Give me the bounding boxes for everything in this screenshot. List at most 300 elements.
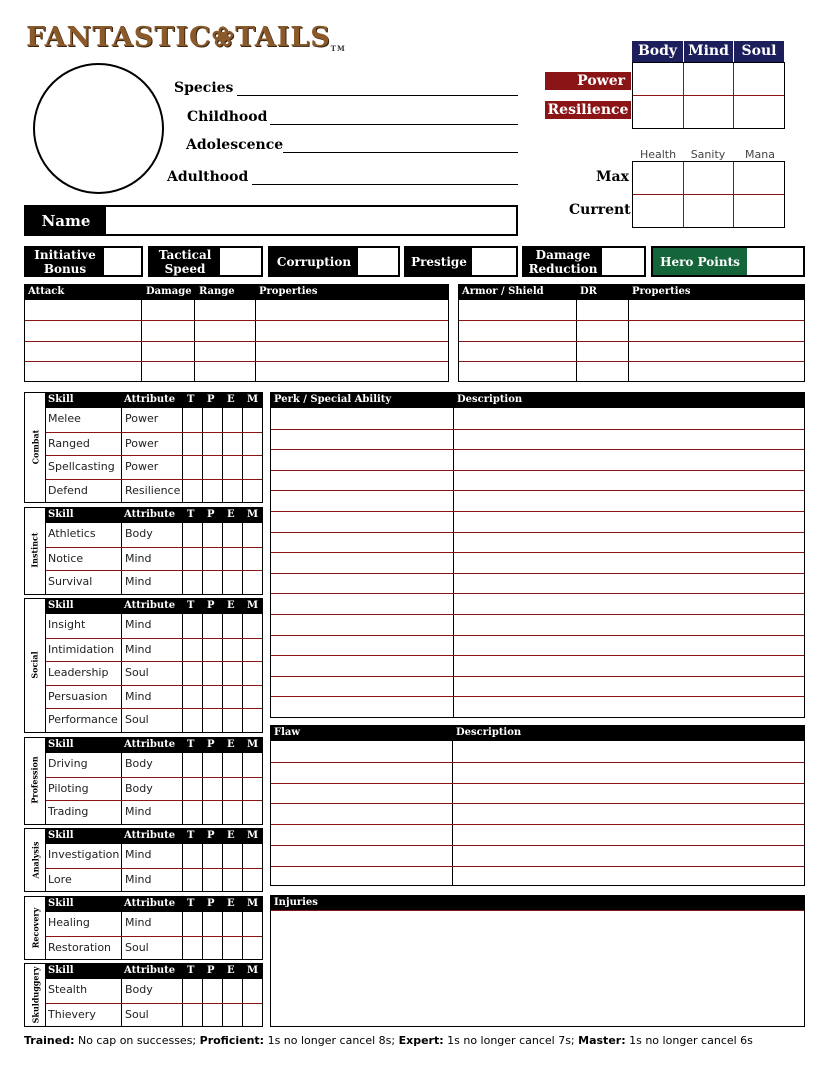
attr-row-power: Power — [545, 72, 631, 90]
attack-table — [24, 284, 449, 382]
skill-table-header — [45, 599, 262, 614]
skill-divider — [121, 408, 122, 432]
attr-col-mind: Mind — [684, 41, 733, 62]
skill-group-skulduggery — [24, 963, 263, 1027]
skill-name: Notice — [48, 551, 84, 565]
skill-row — [45, 868, 262, 892]
skill-name: Lore — [48, 872, 72, 886]
skill-group-divider — [45, 738, 46, 824]
skill-rank-t-cell[interactable] — [182, 686, 202, 710]
skill-rank-p-cell[interactable] — [202, 480, 222, 504]
perk-header-description: Description — [457, 394, 523, 405]
skill-header-p: P — [207, 965, 215, 976]
skill-rank-e-cell[interactable] — [222, 979, 242, 1003]
skill-divider — [121, 912, 122, 936]
skill-category-text: Instinct — [30, 532, 40, 568]
skill-name: Persuasion — [48, 689, 108, 703]
skill-rank-t-cell[interactable] — [182, 408, 202, 432]
skill-header-skill: Skill — [48, 509, 74, 520]
flaw-header-description: Description — [456, 727, 522, 738]
skill-rank-m-cell[interactable] — [242, 639, 262, 663]
injuries-header — [271, 896, 804, 911]
skill-header-t: T — [187, 965, 195, 976]
skill-rank-m-cell[interactable] — [242, 571, 262, 595]
skill-attribute: Soul — [125, 1007, 149, 1021]
skill-name: Trading — [48, 805, 89, 818]
skill-row — [45, 708, 262, 732]
skill-row — [45, 753, 262, 777]
skill-rank-e-cell[interactable] — [222, 869, 242, 893]
skill-rank-m-cell[interactable] — [242, 709, 262, 733]
skill-rank-e-cell[interactable] — [222, 571, 242, 595]
footer-master-label: Master: — [578, 1034, 626, 1047]
skill-rank-m-cell[interactable] — [242, 1004, 262, 1028]
skill-rank-e-cell[interactable] — [222, 456, 242, 480]
skill-table-header — [45, 738, 262, 753]
skill-rank-t-cell[interactable] — [182, 456, 202, 480]
skill-category-label — [25, 508, 45, 593]
skill-rank-e-cell[interactable] — [222, 709, 242, 733]
skill-header-p: P — [207, 739, 215, 750]
armor-header-armor: Armor / Shield — [462, 286, 544, 297]
skill-name: Insight — [48, 618, 86, 631]
skill-row — [45, 979, 262, 1003]
perk-row-line — [271, 470, 804, 471]
injuries-box — [270, 895, 805, 1027]
skill-category-label — [25, 599, 45, 731]
skill-rank-m-cell[interactable] — [242, 869, 262, 893]
skill-rank-p-cell[interactable] — [202, 801, 222, 825]
skill-rank-p-cell[interactable] — [202, 548, 222, 572]
skill-divider — [121, 778, 122, 802]
skill-category-text: Combat — [30, 429, 41, 465]
corruption-box[interactable] — [268, 246, 400, 277]
skill-name: Stealth — [48, 983, 88, 996]
skill-rank-p-cell[interactable] — [202, 571, 222, 595]
skill-group-recovery — [24, 896, 263, 960]
skill-attribute: Mind — [125, 642, 152, 656]
skill-divider — [121, 709, 122, 733]
skill-rank-e-cell[interactable] — [222, 937, 242, 961]
flaw-row-line — [271, 783, 804, 784]
perk-row-line — [271, 614, 804, 615]
skill-rank-m-cell[interactable] — [242, 662, 262, 686]
skill-rank-t-cell[interactable] — [182, 548, 202, 572]
skill-name: Driving — [48, 757, 88, 770]
name-field[interactable] — [108, 207, 516, 234]
hero-points-label: Hero Points — [653, 248, 747, 275]
skill-divider — [121, 844, 122, 868]
skill-rank-e-cell[interactable] — [222, 844, 242, 868]
skill-table-header — [45, 508, 262, 523]
skill-rank-e-cell[interactable] — [222, 801, 242, 825]
skill-header-m: M — [247, 600, 259, 611]
flaw-header-flaw: Flaw — [274, 727, 300, 738]
skill-row — [45, 844, 262, 868]
skill-header-attribute: Attribute — [124, 509, 176, 520]
skill-header-attribute: Attribute — [124, 965, 176, 976]
skill-attribute: Mind — [125, 805, 152, 818]
perk-row-line — [271, 490, 804, 491]
skill-category-text: Analysis — [30, 841, 41, 878]
skill-rank-m-cell[interactable] — [242, 912, 262, 936]
skill-name: Investigation — [48, 848, 120, 861]
skill-row — [45, 479, 262, 503]
skill-rank-t-cell[interactable] — [182, 523, 202, 547]
skill-header-skill: Skill — [48, 739, 74, 750]
skill-rank-p-cell[interactable] — [202, 1004, 222, 1028]
flaw-row-line — [271, 803, 804, 804]
skill-rank-t-cell[interactable] — [182, 614, 202, 638]
skill-rank-e-cell[interactable] — [222, 639, 242, 663]
skill-header-attribute: Attribute — [124, 898, 176, 909]
skill-header-t: T — [187, 600, 195, 611]
skill-rank-t-cell[interactable] — [182, 571, 202, 595]
skill-header-e: E — [227, 600, 235, 611]
childhood-field[interactable] — [270, 124, 518, 125]
attr-row-resilience: Resilience — [545, 101, 631, 119]
attack-header-damage: Damage — [146, 286, 192, 297]
portrait-circle[interactable] — [33, 63, 164, 194]
skill-category-text: Social — [30, 651, 40, 679]
skill-row — [45, 432, 262, 456]
attack-header-properties: Properties — [259, 286, 318, 297]
skill-name: Athletics — [48, 527, 96, 540]
skill-attribute: Power — [125, 436, 159, 450]
logo: FANTASTIC❀TAILSTM — [26, 22, 346, 53]
footer-master-text: 1s no longer cancel 6s — [625, 1034, 753, 1047]
skill-table-header — [45, 393, 262, 408]
adolescence-field[interactable] — [283, 152, 518, 153]
skill-rank-p-cell[interactable] — [202, 639, 222, 663]
skill-header-p: P — [207, 898, 215, 909]
damage-reduction-box[interactable] — [522, 246, 646, 277]
skill-divider — [121, 979, 122, 1003]
species-field[interactable] — [237, 95, 518, 96]
skill-header-skill: Skill — [48, 394, 74, 405]
skill-attribute: Soul — [125, 666, 149, 679]
skill-rank-t-cell[interactable] — [182, 979, 202, 1003]
skill-header-e: E — [227, 965, 235, 976]
species-label: Species — [174, 80, 234, 96]
skill-rank-p-cell[interactable] — [202, 778, 222, 802]
skill-attribute: Mind — [125, 575, 152, 588]
armor-header-dr: DR — [580, 286, 597, 297]
perk-row-line — [271, 449, 804, 450]
skill-row — [45, 800, 262, 824]
skill-rank-t-cell[interactable] — [182, 753, 202, 777]
footer-note — [24, 1034, 753, 1047]
skill-name: Restoration — [48, 940, 112, 954]
skill-table-header — [45, 897, 262, 912]
skill-rank-e-cell[interactable] — [222, 662, 242, 686]
skill-group-divider — [45, 508, 46, 594]
footer-proficient-text: 1s no longer cancel 8s; — [264, 1034, 399, 1047]
skill-rank-e-cell[interactable] — [222, 778, 242, 802]
skill-category-label — [25, 738, 45, 823]
skill-divider — [121, 433, 122, 457]
flaw-table-header — [271, 726, 804, 741]
skill-attribute: Mind — [125, 872, 152, 886]
corruption-label: Corruption — [270, 248, 358, 275]
perk-rows[interactable] — [271, 408, 804, 717]
skill-header-attribute: Attribute — [124, 830, 176, 841]
skill-rank-t-cell[interactable] — [182, 869, 202, 893]
skill-category-text: Recovery — [30, 907, 41, 948]
skill-rank-m-cell[interactable] — [242, 753, 262, 777]
skill-header-t: T — [187, 509, 195, 520]
skill-header-e: E — [227, 509, 235, 520]
perk-row-line — [271, 696, 804, 697]
skill-row — [45, 408, 262, 432]
skill-rank-m-cell[interactable] — [242, 480, 262, 504]
skill-rank-m-cell[interactable] — [242, 456, 262, 480]
skill-row — [45, 570, 262, 594]
pool-row-current: Current — [569, 202, 631, 218]
skill-rank-p-cell[interactable] — [202, 523, 222, 547]
perk-header-perk: Perk / Special Ability — [274, 394, 392, 405]
skill-rank-e-cell[interactable] — [222, 408, 242, 432]
skill-divider — [121, 801, 122, 825]
skill-rank-m-cell[interactable] — [242, 686, 262, 710]
skill-name: Survival — [48, 575, 93, 588]
skill-rank-e-cell[interactable] — [222, 548, 242, 572]
skill-rank-p-cell[interactable] — [202, 456, 222, 480]
skill-name: Ranged — [48, 436, 90, 450]
prestige-label: Prestige — [406, 248, 472, 275]
skill-header-skill: Skill — [48, 830, 74, 841]
skill-rank-p-cell[interactable] — [202, 753, 222, 777]
skill-rank-p-cell[interactable] — [202, 937, 222, 961]
skill-rank-t-cell[interactable] — [182, 1004, 202, 1028]
skill-rank-m-cell[interactable] — [242, 844, 262, 868]
skill-name: Performance — [48, 713, 118, 726]
skill-rank-m-cell[interactable] — [242, 614, 262, 638]
tactical-speed-box[interactable] — [148, 246, 263, 277]
skill-name: Thievery — [48, 1007, 96, 1021]
skill-header-m: M — [247, 830, 259, 841]
skill-row — [45, 614, 262, 638]
skill-rank-p-cell[interactable] — [202, 433, 222, 457]
skill-rank-p-cell[interactable] — [202, 709, 222, 733]
adolescence-label: Adolescence — [186, 137, 284, 153]
skill-header-t: T — [187, 394, 195, 405]
skill-rank-m-cell[interactable] — [242, 778, 262, 802]
perk-row-line — [271, 655, 804, 656]
skill-rank-t-cell[interactable] — [182, 801, 202, 825]
skill-rank-t-cell[interactable] — [182, 937, 202, 961]
skill-group-divider — [45, 964, 46, 1026]
tactical-speed-label: Tactical Speed — [150, 248, 220, 275]
skill-rank-p-cell[interactable] — [202, 614, 222, 638]
skill-rank-m-cell[interactable] — [242, 801, 262, 825]
perk-table — [270, 392, 805, 718]
skill-attribute: Body — [125, 527, 153, 540]
flaw-table — [270, 725, 805, 886]
skill-group-combat — [24, 392, 263, 503]
footer-trained-text: No cap on successes; — [74, 1034, 200, 1047]
skill-name: Melee — [48, 412, 81, 425]
skill-rank-p-cell[interactable] — [202, 408, 222, 432]
skill-category-text: Skulduggery — [30, 966, 41, 1023]
skill-attribute: Mind — [125, 916, 152, 929]
skill-rank-e-cell[interactable] — [222, 753, 242, 777]
initiative-box[interactable] — [24, 246, 143, 277]
pool-grid[interactable] — [632, 161, 785, 228]
skill-divider — [121, 571, 122, 595]
skill-attribute: Soul — [125, 940, 149, 954]
initiative-label: Initiative Bonus — [26, 248, 104, 275]
perk-row-line — [271, 593, 804, 594]
skill-group-social — [24, 598, 263, 733]
skill-rank-e-cell[interactable] — [222, 912, 242, 936]
perk-row-line — [271, 511, 804, 512]
skill-rank-e-cell[interactable] — [222, 480, 242, 504]
skill-rank-t-cell[interactable] — [182, 844, 202, 868]
skill-row — [45, 523, 262, 547]
perk-row-line — [271, 676, 804, 677]
skill-rank-p-cell[interactable] — [202, 844, 222, 868]
attack-rows[interactable] — [25, 300, 448, 381]
skill-group-divider — [45, 393, 46, 502]
skill-divider — [121, 548, 122, 572]
pool-col-health: Health — [639, 148, 677, 161]
skill-divider — [121, 1004, 122, 1028]
skill-header-p: P — [207, 600, 215, 611]
skill-rank-m-cell[interactable] — [242, 979, 262, 1003]
flaw-rows[interactable] — [271, 741, 804, 885]
skill-divider — [121, 456, 122, 480]
skill-name: Healing — [48, 916, 90, 929]
skill-row — [45, 912, 262, 936]
skill-rank-t-cell[interactable] — [182, 709, 202, 733]
skill-group-instinct — [24, 507, 263, 595]
pool-col-mana: Mana — [745, 148, 775, 161]
skill-rank-e-cell[interactable] — [222, 1004, 242, 1028]
skill-rank-t-cell[interactable] — [182, 639, 202, 663]
skill-group-profession — [24, 737, 263, 825]
injuries-field[interactable] — [271, 912, 804, 1026]
skill-header-p: P — [207, 830, 215, 841]
skill-category-label — [25, 964, 45, 1025]
skill-header-e: E — [227, 830, 235, 841]
skill-rank-t-cell[interactable] — [182, 662, 202, 686]
armor-rows[interactable] — [459, 300, 804, 381]
skill-attribute: Mind — [125, 848, 152, 861]
skill-divider — [121, 662, 122, 686]
skill-rank-m-cell[interactable] — [242, 408, 262, 432]
skill-rank-p-cell[interactable] — [202, 662, 222, 686]
skill-header-e: E — [227, 739, 235, 750]
footer-expert-text: 1s no longer cancel 7s; — [443, 1034, 579, 1047]
skill-category-label — [25, 897, 45, 958]
skill-divider — [121, 614, 122, 638]
skill-attribute: Power — [125, 460, 159, 473]
perk-row-line — [271, 552, 804, 553]
skill-header-t: T — [187, 898, 195, 909]
skill-header-m: M — [247, 394, 259, 405]
perk-row-line — [271, 573, 804, 574]
flaw-row-line — [271, 762, 804, 763]
skill-rank-t-cell[interactable] — [182, 778, 202, 802]
skill-header-skill: Skill — [48, 898, 74, 909]
skill-group-divider — [45, 897, 46, 959]
skill-header-p: P — [207, 394, 215, 405]
attack-header-range: Range — [199, 286, 235, 297]
skill-rank-p-cell[interactable] — [202, 912, 222, 936]
prestige-box[interactable] — [404, 246, 518, 277]
injuries-label: Injuries — [274, 897, 318, 908]
skill-header-t: T — [187, 830, 195, 841]
skill-rank-e-cell[interactable] — [222, 523, 242, 547]
skill-attribute: Mind — [125, 551, 152, 565]
skill-name: Piloting — [48, 781, 89, 795]
pool-col-sanity: Sanity — [690, 148, 726, 161]
armor-table — [458, 284, 805, 382]
skill-rank-t-cell[interactable] — [182, 433, 202, 457]
attribute-grid[interactable] — [632, 62, 785, 129]
skill-attribute: Resilience — [125, 483, 181, 497]
skill-group-divider — [45, 599, 46, 732]
skill-row — [45, 547, 262, 571]
skill-header-attribute: Attribute — [124, 600, 176, 611]
skill-attribute: Mind — [125, 618, 152, 631]
skill-rank-t-cell[interactable] — [182, 480, 202, 504]
skill-header-skill: Skill — [48, 965, 74, 976]
skill-rank-m-cell[interactable] — [242, 523, 262, 547]
skill-rank-p-cell[interactable] — [202, 686, 222, 710]
skill-table-header — [45, 964, 262, 979]
skill-header-m: M — [247, 898, 259, 909]
hero-points-box[interactable] — [651, 246, 805, 277]
attack-header-attack: Attack — [28, 286, 65, 297]
damage-reduction-label: Damage Reduction — [524, 248, 602, 275]
skill-name: Spellcasting — [48, 460, 115, 473]
skill-rank-p-cell[interactable] — [202, 869, 222, 893]
skill-attribute: Power — [125, 412, 159, 425]
skill-rank-e-cell[interactable] — [222, 614, 242, 638]
skill-row — [45, 936, 262, 960]
skill-divider — [121, 937, 122, 961]
skill-rank-m-cell[interactable] — [242, 937, 262, 961]
flaw-row-line — [271, 866, 804, 867]
skill-table-header — [45, 829, 262, 844]
attr-col-body: Body — [632, 41, 683, 62]
skill-rank-m-cell[interactable] — [242, 548, 262, 572]
adulthood-field[interactable] — [252, 184, 518, 185]
skill-rank-p-cell[interactable] — [202, 979, 222, 1003]
perk-row-line — [271, 635, 804, 636]
footer-trained-label: Trained: — [24, 1034, 75, 1047]
skill-row — [45, 685, 262, 709]
adulthood-label: Adulthood — [167, 169, 249, 185]
skill-header-p: P — [207, 509, 215, 520]
skill-row — [45, 661, 262, 685]
skill-rank-e-cell[interactable] — [222, 686, 242, 710]
perk-table-header — [271, 393, 804, 408]
skill-row — [45, 777, 262, 801]
skill-rank-t-cell[interactable] — [182, 912, 202, 936]
skill-attribute: Body — [125, 757, 153, 770]
skill-header-attribute: Attribute — [124, 394, 176, 405]
skill-rank-e-cell[interactable] — [222, 433, 242, 457]
skill-divider — [121, 523, 122, 547]
skill-rank-m-cell[interactable] — [242, 433, 262, 457]
skill-row — [45, 455, 262, 479]
attack-table-header — [25, 285, 448, 300]
skill-row — [45, 638, 262, 662]
skill-category-label — [25, 393, 45, 501]
